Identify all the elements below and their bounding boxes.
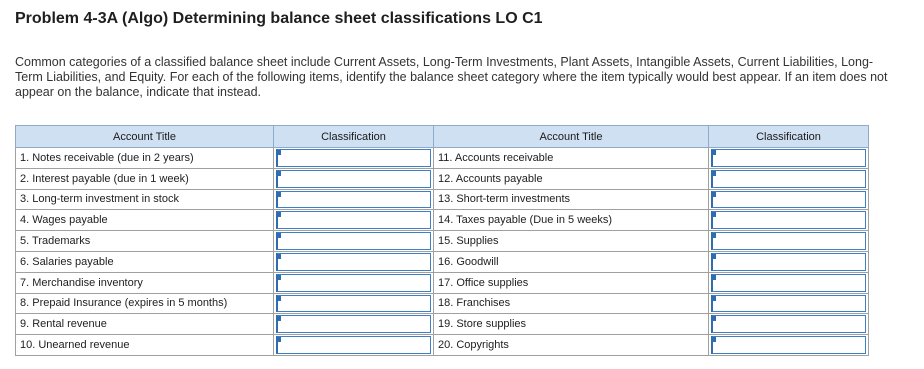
classification-cell bbox=[709, 168, 869, 189]
classification-dropdown[interactable] bbox=[276, 274, 431, 292]
classification-cell bbox=[709, 231, 869, 252]
account-title-cell: 19. Store supplies bbox=[434, 314, 709, 335]
classification-dropdown[interactable] bbox=[276, 253, 431, 271]
account-title-cell: 8. Prepaid Insurance (expires in 5 months) bbox=[16, 293, 274, 314]
classification-table bbox=[15, 125, 869, 356]
account-title-cell: 17. Office supplies bbox=[434, 272, 709, 293]
account-title-cell: 1. Notes receivable (due in 2 years) bbox=[16, 148, 274, 169]
classification-cell bbox=[709, 189, 869, 210]
classification-cell bbox=[274, 314, 434, 335]
account-title-cell: 5. Trademarks bbox=[16, 231, 274, 252]
table-row bbox=[16, 168, 869, 189]
classification-cell bbox=[274, 168, 434, 189]
classification-cell bbox=[709, 210, 869, 231]
classification-dropdown[interactable] bbox=[276, 170, 431, 188]
classification-dropdown[interactable] bbox=[711, 274, 866, 292]
header-account-title-left: Account Title bbox=[16, 126, 274, 148]
classification-dropdown[interactable] bbox=[276, 315, 431, 333]
account-title-cell: 12. Accounts payable bbox=[434, 168, 709, 189]
table-row bbox=[16, 189, 869, 210]
classification-cell bbox=[274, 148, 434, 169]
account-title-cell: 18. Franchises bbox=[434, 293, 709, 314]
classification-cell bbox=[274, 189, 434, 210]
account-title-cell: 15. Supplies bbox=[434, 231, 709, 252]
header-classification-right: Classification bbox=[709, 126, 869, 148]
account-title-cell: 11. Accounts receivable bbox=[434, 148, 709, 169]
table-row bbox=[16, 210, 869, 231]
classification-dropdown[interactable] bbox=[276, 191, 431, 209]
account-title-cell: 6. Salaries payable bbox=[16, 251, 274, 272]
classification-cell bbox=[274, 335, 434, 356]
table-row bbox=[16, 272, 869, 293]
header-account-title-right: Account Title bbox=[434, 126, 709, 148]
problem-title: Problem 4-3A (Algo) Determining balance sheet classifications LO C1 bbox=[15, 10, 543, 27]
classification-cell bbox=[709, 251, 869, 272]
table-row bbox=[16, 293, 869, 314]
classification-dropdown[interactable] bbox=[276, 232, 431, 250]
account-title-cell: 13. Short-term investments bbox=[434, 189, 709, 210]
account-title-cell: 3. Long-term investment in stock bbox=[16, 189, 274, 210]
classification-dropdown[interactable] bbox=[711, 232, 866, 250]
problem-description: Common categories of a classified balance sheet include Current Assets, Long-Term Investments, Plant Assets, Intangible Assets, Current Liabilities, Long-Term Liabilities, and Equity. For each of the following items, identify the balance sheet category where the item typically would best appear. If an item does not appear on the balance, indicate that instead. bbox=[15, 55, 888, 99]
classification-cell bbox=[709, 148, 869, 169]
classification-cell bbox=[274, 231, 434, 252]
table-row bbox=[16, 148, 869, 169]
classification-dropdown[interactable] bbox=[711, 336, 866, 354]
classification-dropdown[interactable] bbox=[711, 170, 866, 188]
classification-cell bbox=[274, 251, 434, 272]
classification-cell bbox=[709, 272, 869, 293]
classification-dropdown[interactable] bbox=[276, 149, 431, 167]
classification-dropdown[interactable] bbox=[711, 315, 866, 333]
classification-dropdown[interactable] bbox=[711, 295, 866, 313]
classification-cell bbox=[274, 210, 434, 231]
classification-dropdown[interactable] bbox=[711, 253, 866, 271]
account-title-cell: 7. Merchandise inventory bbox=[16, 272, 274, 293]
classification-cell bbox=[709, 314, 869, 335]
classification-dropdown[interactable] bbox=[711, 211, 866, 229]
account-title-cell: 2. Interest payable (due in 1 week) bbox=[16, 168, 274, 189]
account-title-cell: 10. Unearned revenue bbox=[16, 335, 274, 356]
classification-cell bbox=[709, 293, 869, 314]
classification-dropdown[interactable] bbox=[711, 149, 866, 167]
classification-dropdown[interactable] bbox=[276, 211, 431, 229]
table-header-row bbox=[16, 126, 869, 148]
account-title-cell: 20. Copyrights bbox=[434, 335, 709, 356]
classification-cell bbox=[274, 272, 434, 293]
table-row bbox=[16, 251, 869, 272]
table-row bbox=[16, 335, 869, 356]
table-row bbox=[16, 314, 869, 335]
classification-cell bbox=[274, 293, 434, 314]
account-title-cell: 4. Wages payable bbox=[16, 210, 274, 231]
classification-dropdown[interactable] bbox=[711, 191, 866, 209]
classification-cell bbox=[709, 335, 869, 356]
header-classification-left: Classification bbox=[274, 126, 434, 148]
table-row bbox=[16, 231, 869, 252]
classification-dropdown[interactable] bbox=[276, 336, 431, 354]
account-title-cell: 9. Rental revenue bbox=[16, 314, 274, 335]
account-title-cell: 14. Taxes payable (Due in 5 weeks) bbox=[434, 210, 709, 231]
account-title-cell: 16. Goodwill bbox=[434, 251, 709, 272]
classification-dropdown[interactable] bbox=[276, 295, 431, 313]
